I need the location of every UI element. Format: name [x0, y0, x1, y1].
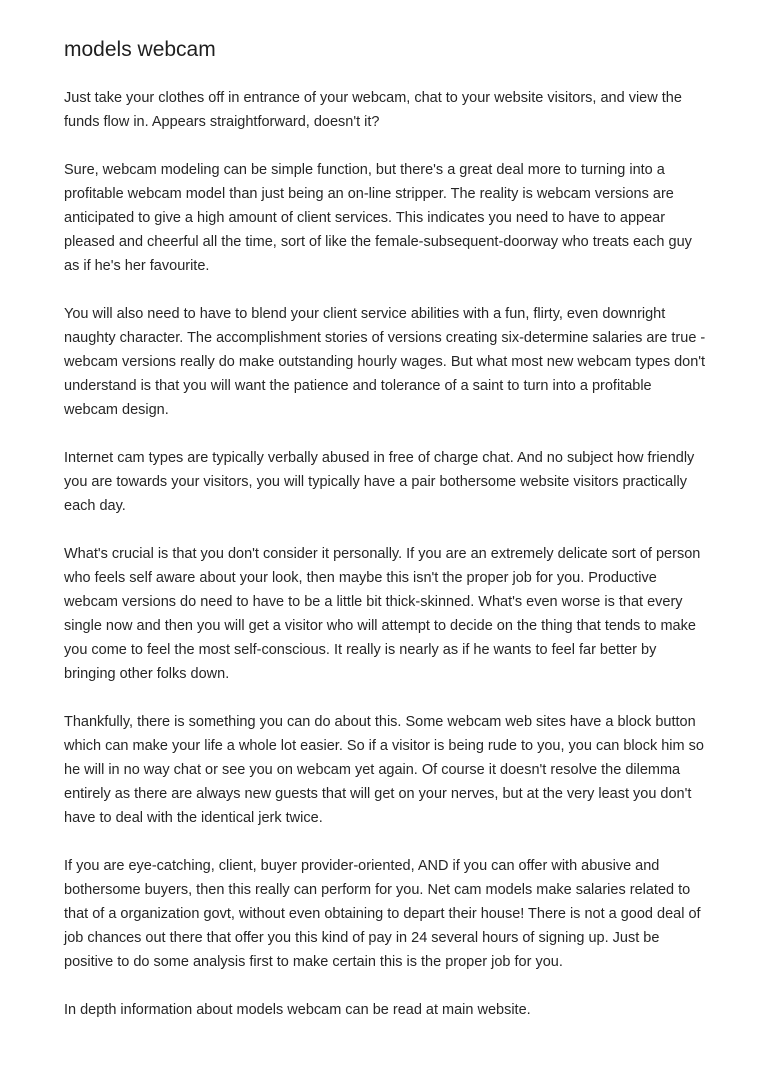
paragraph-intro: Just take your clothes off in entrance of your webcam, chat to your website visitors, and view the funds flow in. Appears straightforward, doesn't it?	[64, 90, 682, 130]
paragraph-block-button: Thankfully, there is something you can do about this. Some webcam web sites have a block button which can make your life a whole lot easier. So if a visitor is being rude to you, you can block him so he will in no way chat or see you on webcam yet again. Of course it doesn't resolve the dilemma entirely as there are always new guests that will get on your nerves, but at the very least you don't have to deal with the identical jerk twice.	[64, 714, 704, 826]
paragraph-more-info: In depth information about models webcam can be read at main website.	[64, 1002, 531, 1018]
page-title: models webcam	[64, 38, 216, 61]
paragraph-abuse: Internet cam types are typically verbally abused in free of charge chat. And no subject how friendly you are towards your visitors, you will typically have a pair bothersome website visitors practically each day.	[64, 450, 695, 514]
paragraph-thick-skinned: What's crucial is that you don't consider it personally. If you are an extremely delicate sort of person who feels self aware about your look, then maybe this isn't the proper job for you. Productive webcam versions do need to have to be a little bit thick-skinned. What's even worse is that every single now and then you will get a visitor who will attempt to decide on the thing that tends to make you come to feel the most self-conscious. It really is nearly as if he wants to feel far better by bringing other folks down.	[64, 546, 701, 682]
paragraph-salaries: If you are eye-catching, client, buyer provider-oriented, AND if you can offer with abusive and bothersome buyers, then this really can perform for you. Net cam models make salaries related to that of a organization govt, without even obtaining to depart their house! There is not a good deal of job chances out there that offer you this kind of pay in 24 several hours of signing up. Just be positive to do some analysis first to make certain this is the proper job for you.	[64, 858, 701, 970]
paragraph-character: You will also need to have to blend your client service abilities with a fun, flirty, even downright naughty character. The accomplishment stories of versions creating six-determine salaries are true - webcam versions really do make outstanding hourly wages. But what most new webcam types don't understand is that you will want the patience and tolerance of a saint to turn into a profitable webcam design.	[64, 306, 706, 418]
paragraph-client-service: Sure, webcam modeling can be simple function, but there's a great deal more to turning into a profitable webcam model than just being an on-line stripper. The reality is webcam versions are anticipated to give a high amount of client services. This indicates you need to have to appear pleased and cheerful all the time, sort of like the female-subsequent-doorway who treats each guy as if he's her favourite.	[64, 162, 692, 274]
